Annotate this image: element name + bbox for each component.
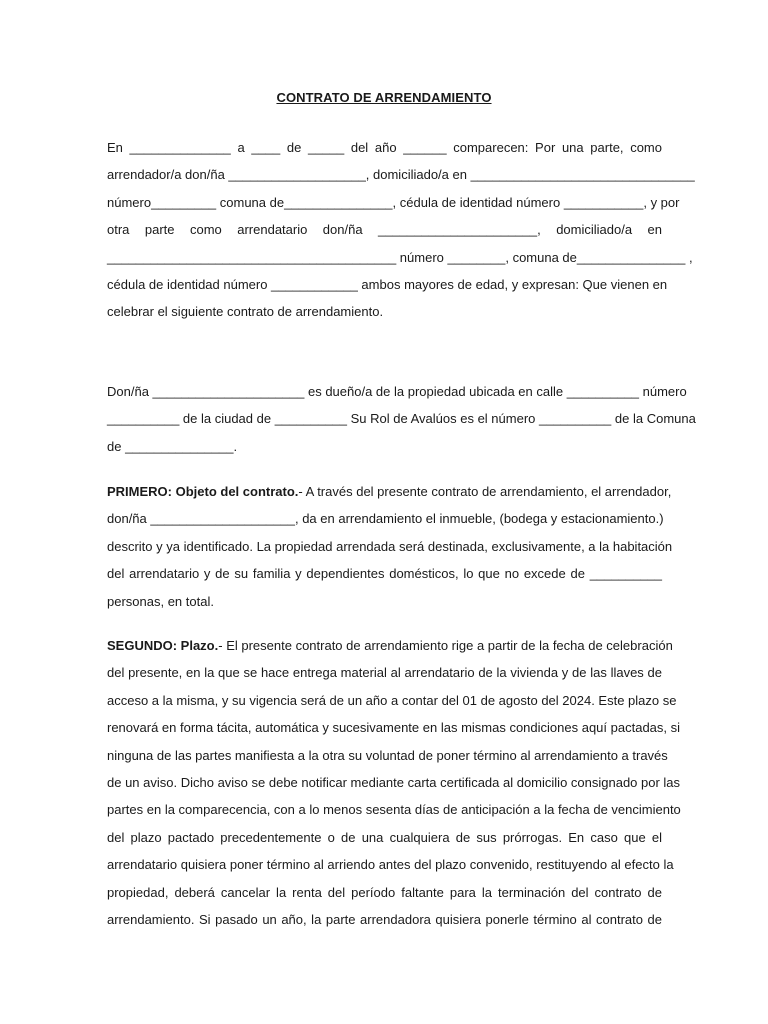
clause-segundo-heading: SEGUNDO: Plazo. <box>107 638 219 653</box>
intro-line: ________________________________________ número ________, comuna de_______________ , <box>107 249 693 265</box>
clause-line: acceso a la misma, y su vigencia será de un año a contar del 01 de agosto del 2024. Este plazo se <box>107 692 677 708</box>
clause-line: renovará en forma tácita, automática y sucesivamente en las mismas condiciones aquí pactadas, si <box>107 720 681 736</box>
intro-line: En ______________ a ____ de _____ del año ______ comparecen: Por una parte, como <box>107 140 662 155</box>
clause-segundo-text: - El presente contrato de arrendamiento rige a partir de la fecha de celebración <box>218 638 673 653</box>
property-line: de _______________. <box>107 438 238 454</box>
clause-primero <box>107 478 673 615</box>
clause-line: arrendatario quisiera poner término al arriendo antes del plazo convenido, restituyendo al efecto la <box>107 857 674 873</box>
clause-primero-heading: PRIMERO: Objeto del contrato. <box>107 484 299 499</box>
clause-line: del arrendatario y de su familia y dependientes domésticos, lo que no excede de __________ <box>107 566 662 582</box>
clause-line: ninguna de las partes manifiesta a la otra su voluntad de poner término al arrendamiento a través <box>107 747 668 763</box>
intro-line: arrendador/a don/ña ___________________, domiciliado/a en _______________________________ <box>107 167 695 183</box>
clause-primero-first-line <box>107 478 672 505</box>
clause-line: arrendamiento. Si pasado un año, la parte arrendadora quisiera ponerle término al contrato de <box>107 912 662 928</box>
intro-line: cédula de identidad número ____________ ambos mayores de edad, y expresan: Que vienen en <box>107 277 668 293</box>
property-paragraph <box>107 378 696 460</box>
intro-line: otra parte como arrendatario don/ña ______________________, domiciliado/a en <box>107 222 662 238</box>
clause-line: de un aviso. Dicho aviso se debe notificar mediante carta certificada al domicilio consignado por las <box>107 775 681 791</box>
clause-line: don/ña ____________________, da en arrendamiento el inmueble, (bodega y estacionamiento.) <box>107 511 664 527</box>
clause-segundo-first-line <box>107 632 673 659</box>
clause-line: descrito y ya identificado. La propiedad arrendada será destinada, exclusivamente, a la habitación <box>107 538 673 554</box>
clause-segundo <box>107 632 681 933</box>
intro-line: número_________ comuna de_______________, cédula de identidad número ___________, y por <box>107 194 680 210</box>
clause-primero-text: - A través del presente contrato de arrendamiento, el arrendador, <box>298 484 672 499</box>
intro-line: celebrar el siguiente contrato de arrendamiento. <box>107 304 384 320</box>
clause-line: del presente, en la que se hace entrega material al arrendatario de la vivienda y de las llaves de <box>107 665 662 681</box>
property-line: Don/ña _____________________ es dueño/a de la propiedad ubicada en calle __________ número <box>107 384 687 399</box>
clause-line: personas, en total. <box>107 593 214 609</box>
document-title: CONTRATO DE ARRENDAMIENTO <box>276 90 492 105</box>
property-line: __________ de la ciudad de __________ Su Rol de Avalúos es el número __________ de la Comuna <box>107 411 696 427</box>
clause-line: del plazo pactado precedentemente o de una cualquiera de sus prórrogas. En caso que el <box>107 829 662 845</box>
clause-line: propiedad, deberá cancelar la renta del período faltante para la terminación del contrato de <box>107 884 662 900</box>
intro-paragraph <box>107 134 695 326</box>
clause-line: partes en la comparecencia, con a lo menos sesenta días de anticipación a la fecha de vencimiento <box>107 802 681 818</box>
